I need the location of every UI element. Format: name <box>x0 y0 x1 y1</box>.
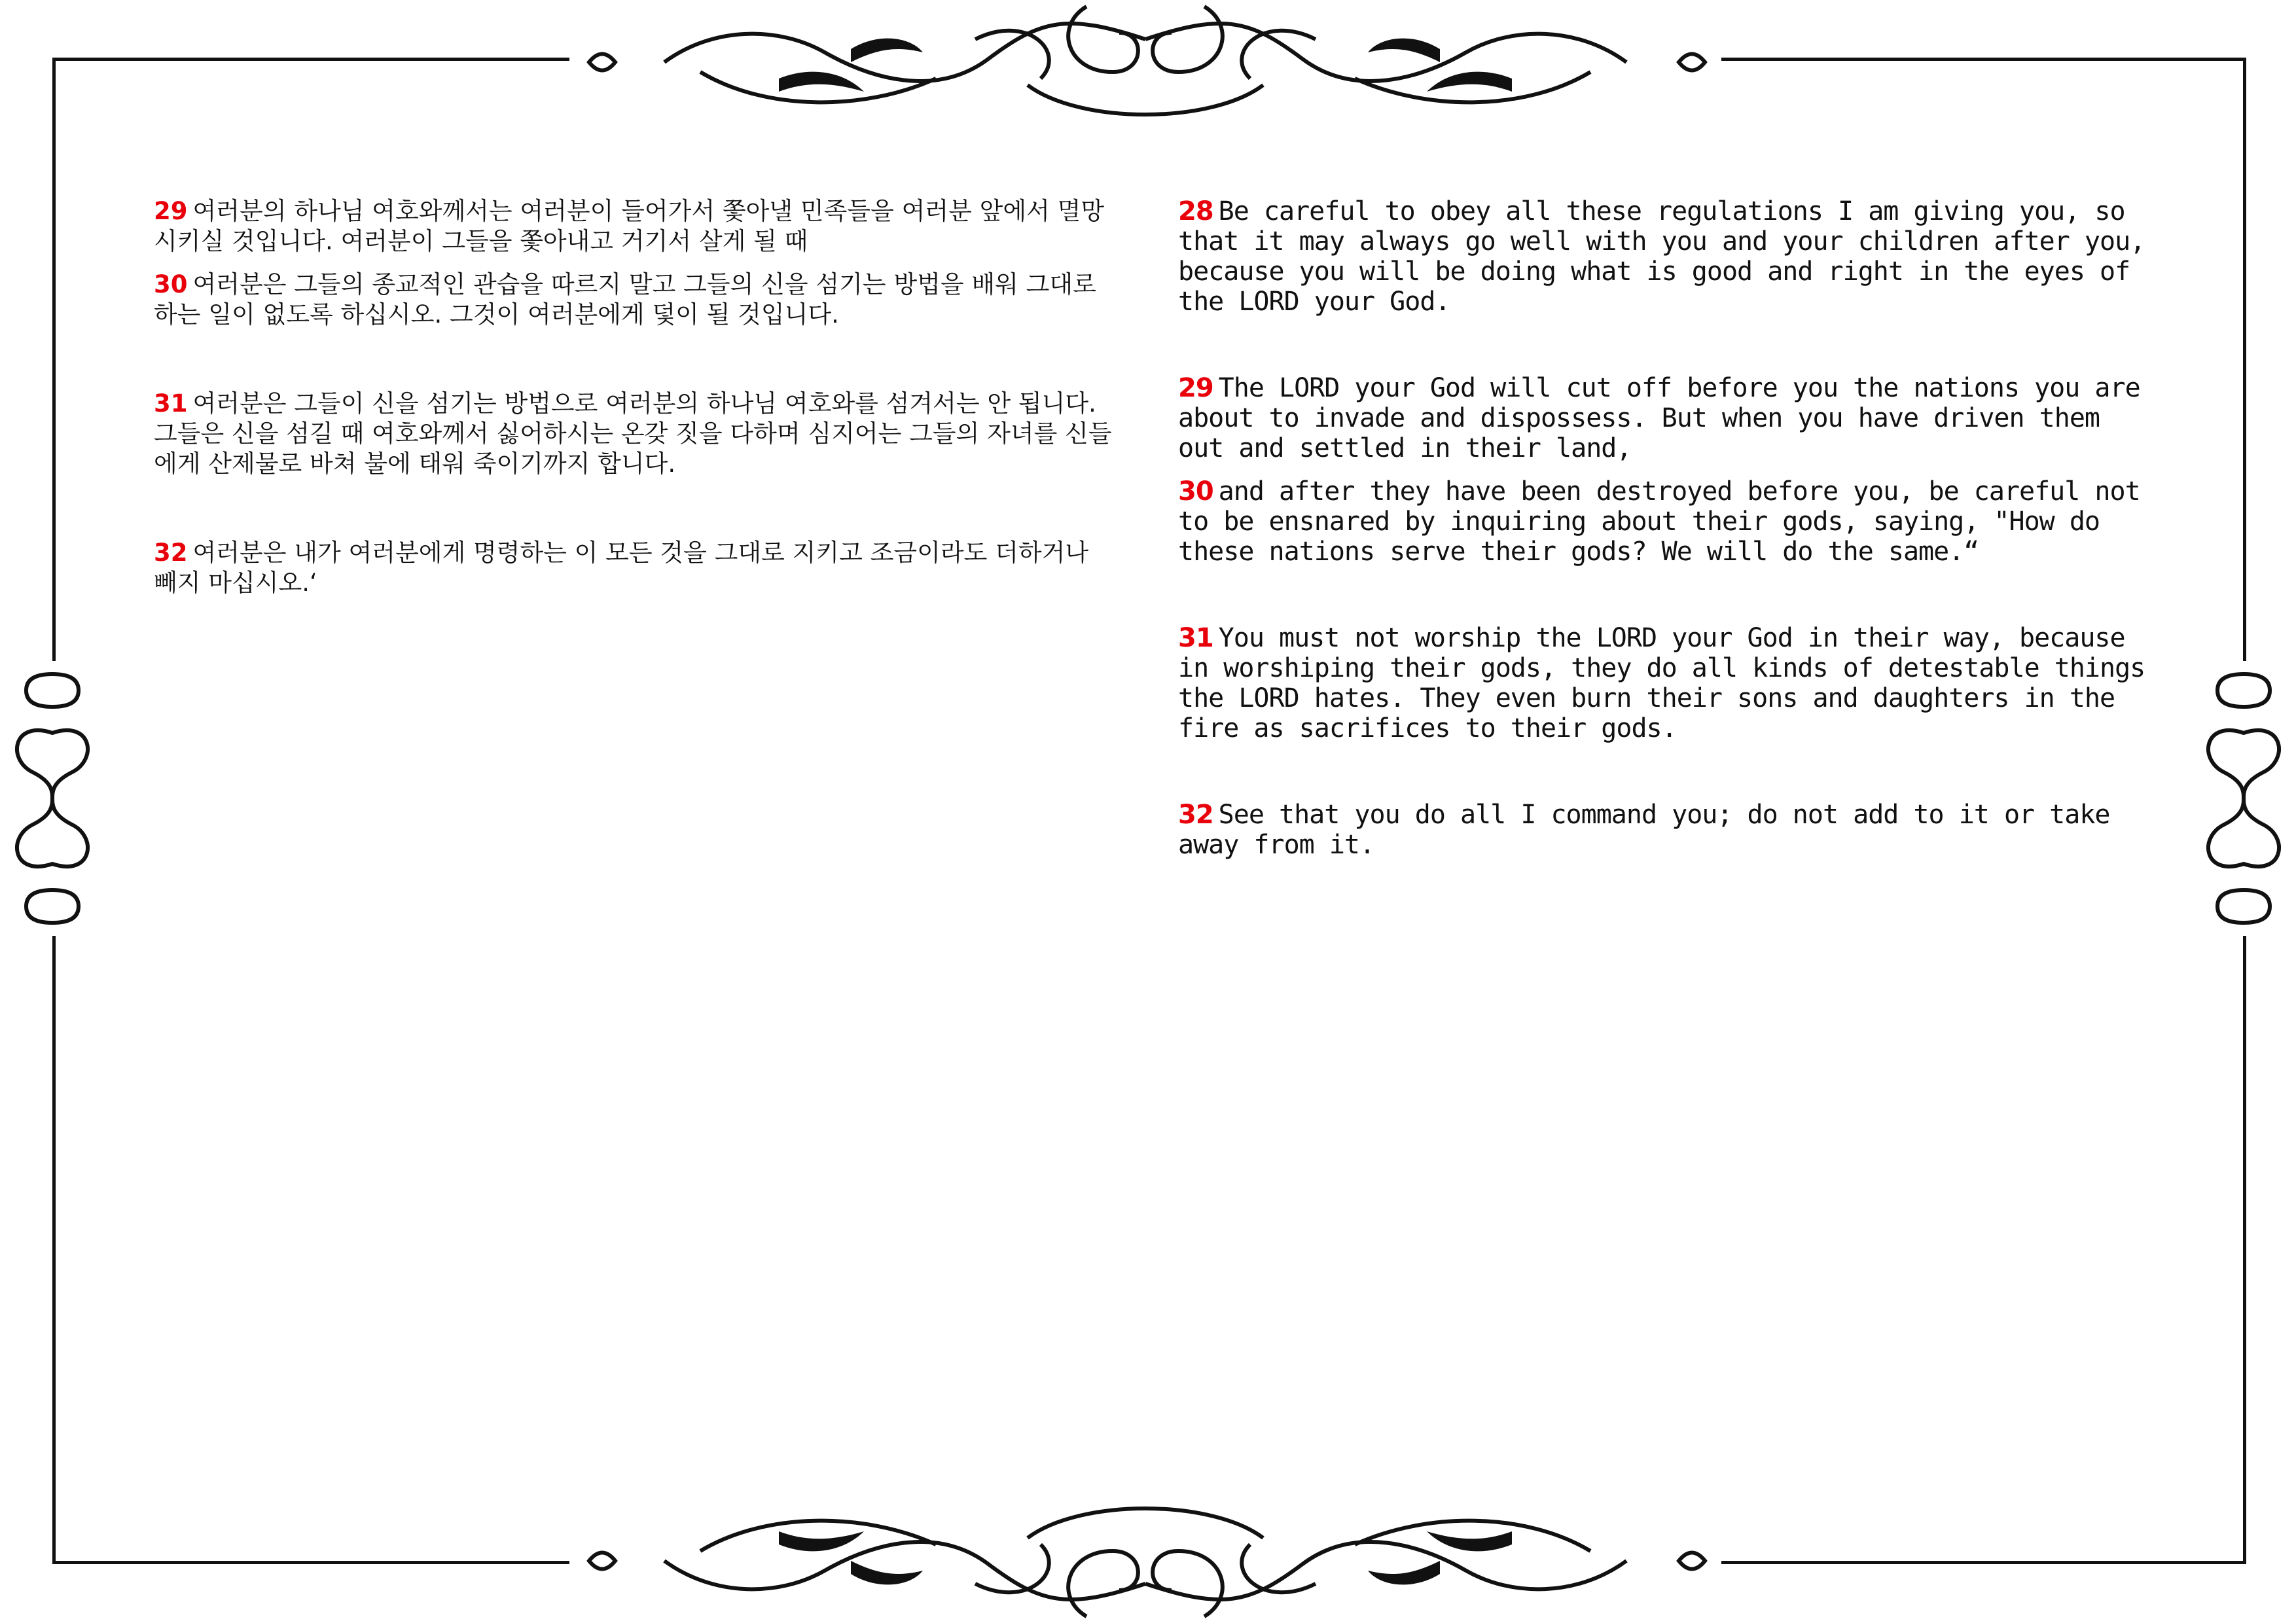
english-verse-31 <box>1178 623 2147 743</box>
right-side-ornament <box>2191 661 2296 936</box>
korean-verse-31 <box>154 389 1116 479</box>
verse-text: 여러분은 내가 여러분에게 명령하는 이 모든 것을 그대로 지키고 조금이라도 더하거나 빼지 마십시오.‘ <box>154 539 1089 597</box>
left-side-ornament <box>0 661 105 936</box>
korean-verse-32 <box>154 538 1116 598</box>
verse-text: 여러분의 하나님 여호와께서는 여러분이 들어가서 쫓아낼 민족들을 여러분 앞에서 멸망시키실 것입니다. 여러분이 그들을 쫓아내고 거기서 살게 될 때 <box>154 197 1105 255</box>
english-verse-29 <box>1178 373 2147 463</box>
verse-text: You must not worship the LORD your God in their way, because in worshiping their gods, they do all kinds of detestable things the LORD hates. They even burn their sons and daughters in the fire as sacrifices to their gods. <box>1178 623 2145 743</box>
verse-text: See that you do all I command you; do not add to it or take away from it. <box>1178 800 2110 860</box>
english-verse-30 <box>1178 476 2147 567</box>
verse-number: 31 <box>1178 623 1213 653</box>
verse-text: Be careful to obey all these regulations I am giving you, so that it may always go well with you and your children after you, because you will be doing what is good and right in the eyes of the LORD your God. <box>1178 196 2145 317</box>
verse-number: 31 <box>154 389 188 418</box>
verse-number: 30 <box>154 270 188 298</box>
verse-number: 29 <box>1178 373 1213 403</box>
english-text-column <box>1178 196 2147 860</box>
verse-number: 30 <box>1178 476 1213 507</box>
verse-text: 여러분은 그들의 종교적인 관습을 따르지 말고 그들의 신을 섬기는 방법을 배워 그대로 하는 일이 없도록 하십시오. 그것이 여러분에게 덫이 될 것입니다. <box>154 270 1096 329</box>
english-verse-28 <box>1178 196 2147 317</box>
korean-text-column <box>154 196 1116 598</box>
korean-verse-30 <box>154 270 1116 330</box>
bottom-flourish-ornament <box>569 1486 1721 1623</box>
korean-verse-29 <box>154 196 1116 257</box>
verse-number: 28 <box>1178 196 1213 226</box>
verse-text: The LORD your God will cut off before you the nations you are about to invade and dispossess. But when you have driven them out and settled in their land, <box>1178 373 2140 463</box>
verse-number: 32 <box>154 539 188 567</box>
verse-number: 29 <box>154 197 188 225</box>
english-verse-32 <box>1178 800 2147 860</box>
verse-number: 32 <box>1178 800 1213 830</box>
verse-text: 여러분은 그들이 신을 섬기는 방법으로 여러분의 하나님 여호와를 섬겨서는 안 됩니다. 그들은 신을 섬길 때 여호와께서 싫어하시는 온갖 짓을 다하며 심지어는 그들의 자녀를 신들에게 산제물로 바쳐 불에 태워 죽이기까지 합니다. <box>154 389 1112 478</box>
verse-text: and after they have been destroyed before you, be careful not to be ensnared by inquiring about their gods, saying, "How do these nations serve their gods? We will do the same.“ <box>1178 476 2140 567</box>
top-flourish-ornament <box>569 0 1721 137</box>
